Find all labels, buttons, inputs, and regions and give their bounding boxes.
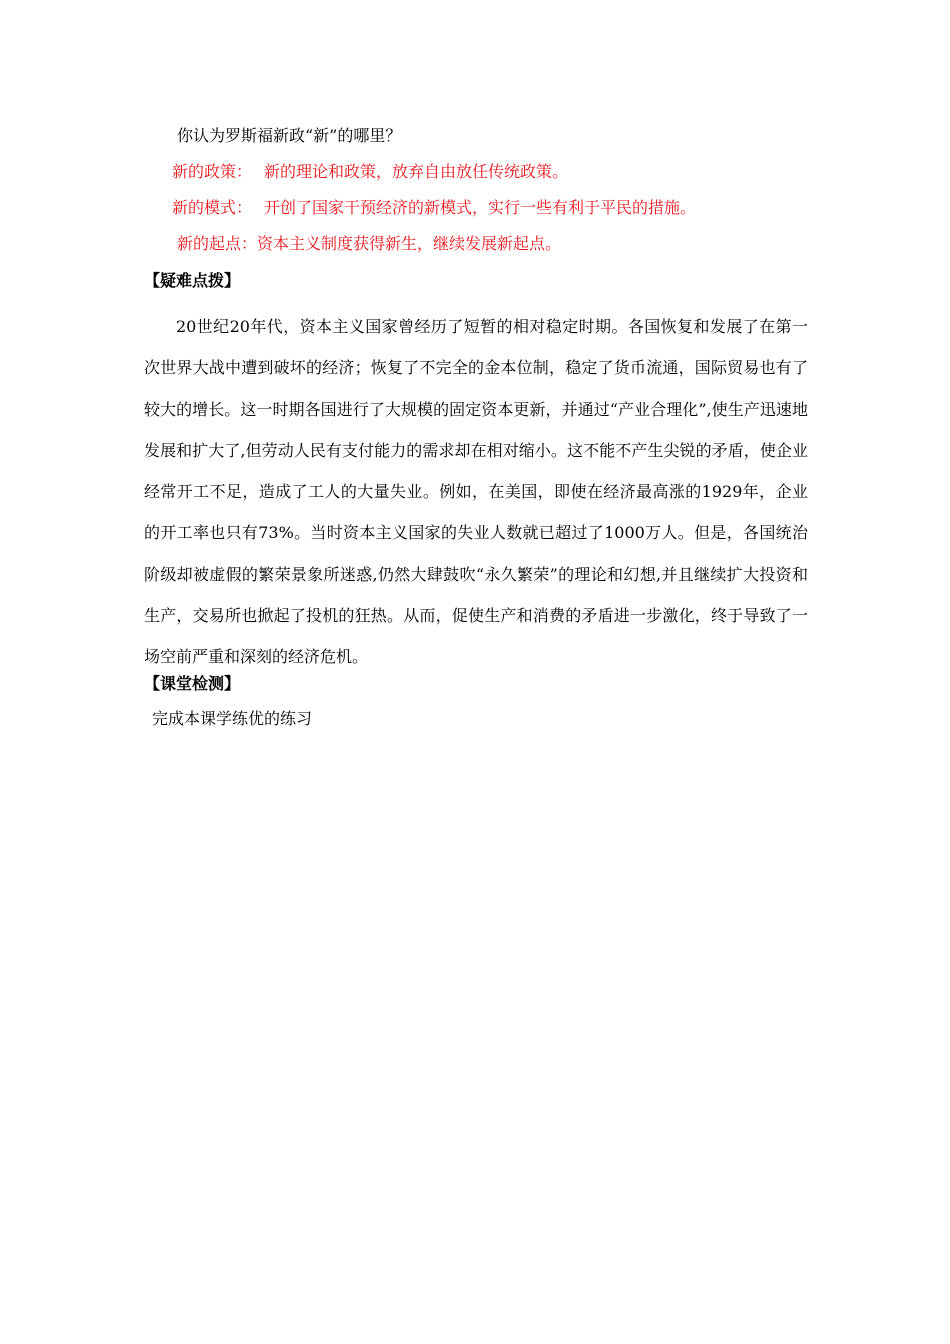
check-heading: 【课堂检测】 — [144, 674, 241, 693]
answer-model-label: 新的模式： — [172, 198, 253, 217]
answer-start-text: 资本主义制度获得新生，继续发展新起点。 — [257, 234, 562, 253]
answer-policy-label: 新的政策： — [172, 162, 253, 181]
question-text: 你认为罗斯福新政“新”的哪里？ — [177, 126, 402, 145]
answer-policy-text: 新的理论和政策，放弃自由放任传统政策。 — [264, 162, 569, 181]
difficulty-body: 20世纪20年代，资本主义国家曾经历了短暂的相对稳定时期。各国恢复和发展了在第一次世界大战中遭到破坏的经济；恢复了不完全的金本位制，稳定了货币流通，国际贸易也有了较大的增长。这一时期各国进行了大规模的固定资本更新，并通过“产业合理化”,使生产迅速地发展和扩大了,但劳动人民有支付能力的需求却在相对缩小。这不能不产生尖锐的矛盾，使企业经常开工不足，造成了工人的大量失业。例如，在美国，即使在经济最高涨的1929年，企业的开工率也只有73%。当时资本主义国家的失业人数就已超过了1000万人。但是，各国统治阶级却被虚假的繁荣景象所迷惑,仍然大肆鼓吹“永久繁荣”的理论和幻想,并且继续扩大投资和生产，交易所也掀起了投机的狂热。从而，促使生产和消费的矛盾进一步激化，终于导致了一场空前严重和深刻的经济危机。 — [144, 317, 808, 667]
answer-policy — [172, 162, 568, 182]
answer-start — [177, 234, 561, 254]
answer-model-text: 开创了国家干预经济的新模式，实行一些有利于平民的措施。 — [264, 198, 697, 217]
check-body: 完成本课学练优的练习 — [152, 709, 313, 728]
difficulty-heading: 【疑难点拨】 — [144, 271, 241, 290]
answer-model — [172, 198, 696, 218]
answer-start-label: 新的起点： — [177, 234, 258, 253]
